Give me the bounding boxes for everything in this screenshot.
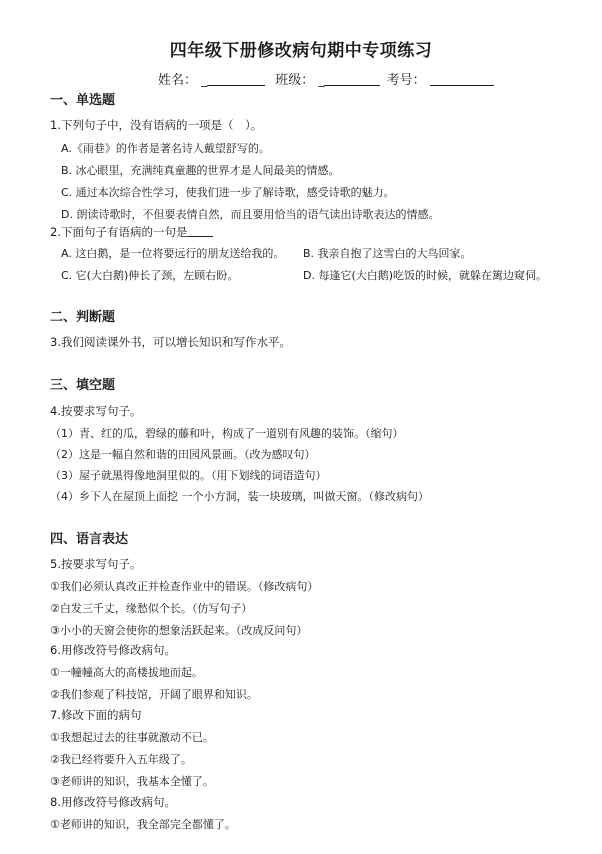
question-3-stem: 3.我们阅读课外书，可以增长知识和写作水平。 [50, 335, 291, 349]
question-1-option-d[interactable]: D. 朗读诗歌时，不但要表情自然，而且要用恰当的语气读出诗歌表达的情感。 [61, 208, 440, 221]
page-title: 四年级下册修改病句期中专项练习 [169, 41, 433, 61]
question-5-item: ③小小的天窗会使你的想象活跃起来。（改成反问句） [50, 624, 308, 637]
question-7-item: ②我已经将要升入五年级了。 [50, 753, 192, 766]
question-7-item: ③老师讲的知识，我基本全懂了。 [50, 775, 214, 788]
class-blank-line[interactable] [324, 72, 380, 86]
question-4-stem: 4.按要求写句子。 [50, 404, 142, 418]
question-5-item: ①我们必须认真改正并检查作业中的错误。（修改病句） [50, 580, 319, 593]
question-4-item: （4）乡下人在屋顶上面挖 一个小方洞，装一块玻璃，叫做天窗。（修改病句） [50, 490, 429, 503]
question-2-text: 2.下面句子有语病的一句是 [50, 225, 188, 239]
question-2-option-d[interactable]: D. 每逢它(大白鹅)吃饭的时候，就躲在篱边窥伺。 [303, 269, 548, 282]
name-blank-line[interactable] [207, 72, 265, 86]
question-4-item: （1）青、红的瓜，碧绿的藤和叶，构成了一道别有风趣的装饰。（缩句） [50, 427, 404, 440]
question-7-item: ①我想起过去的往事就激动不已。 [50, 731, 214, 744]
question-6-stem: 6.用修改符号修改病句。 [50, 643, 176, 657]
section-heading-single-choice: 一、单选题 [50, 93, 116, 108]
name-blank[interactable]: _ [201, 73, 208, 87]
id-label: 考号： [386, 73, 426, 88]
name-label: 姓名： [158, 73, 198, 88]
class-blank[interactable]: _ [318, 73, 325, 87]
question-8-item: ①老师讲的知识，我全部完全都懂了。 [50, 818, 236, 831]
student-info-line [158, 69, 494, 88]
question-4-item: （3）屋子就黑得像地洞里似的。（用下划线的词语造句） [50, 469, 327, 482]
question-1-stem: 1.下列句子中，没有语病的一项是（ ）。 [50, 118, 263, 132]
section-heading-expression: 四、语言表达 [50, 532, 129, 547]
question-1-option-a[interactable]: A.《雨巷》的作者是著名诗人戴望舒写的。 [61, 142, 270, 155]
id-blank-line[interactable] [430, 72, 494, 86]
question-8-stem: 8.用修改符号修改病句。 [50, 795, 176, 809]
question-1-option-c[interactable]: C. 通过本次综合性学习，使我们进一步了解诗歌，感受诗歌的魅力。 [61, 186, 395, 199]
question-6-item: ②我们参观了科技馆，开阔了眼界和知识。 [50, 688, 258, 701]
question-4-item: （2）这是一幅自然和谐的田园风景画。（改为感叹句） [50, 448, 316, 461]
class-label: 班级： [275, 73, 315, 88]
section-heading-true-false: 二、判断题 [50, 310, 116, 325]
question-2-option-a[interactable]: A. 这白鹅，是一位将要远行的朋友送给我的。 [61, 247, 285, 260]
question-5-item: ②白发三千丈，缘愁似个长。（仿写句子） [50, 602, 253, 615]
question-2-answer-blank[interactable] [187, 225, 213, 237]
question-1-option-b[interactable]: B. 冰心眼里，充满纯真童趣的世界才是人间最美的情感。 [61, 164, 340, 177]
question-7-stem: 7.修改下面的病句 [50, 708, 142, 722]
question-2-stem [50, 224, 213, 240]
question-6-item: ①一幢幢高大的高楼拔地而起。 [50, 666, 203, 679]
question-5-stem: 5.按要求写句子。 [50, 557, 142, 571]
question-2-option-b[interactable]: B. 我亲自抱了这雪白的大鸟回家。 [303, 247, 472, 260]
section-heading-fill-blank: 三、填空题 [50, 378, 116, 393]
question-2-option-c[interactable]: C. 它(大白鹅)伸长了颈，左顾右盼。 [61, 269, 239, 282]
